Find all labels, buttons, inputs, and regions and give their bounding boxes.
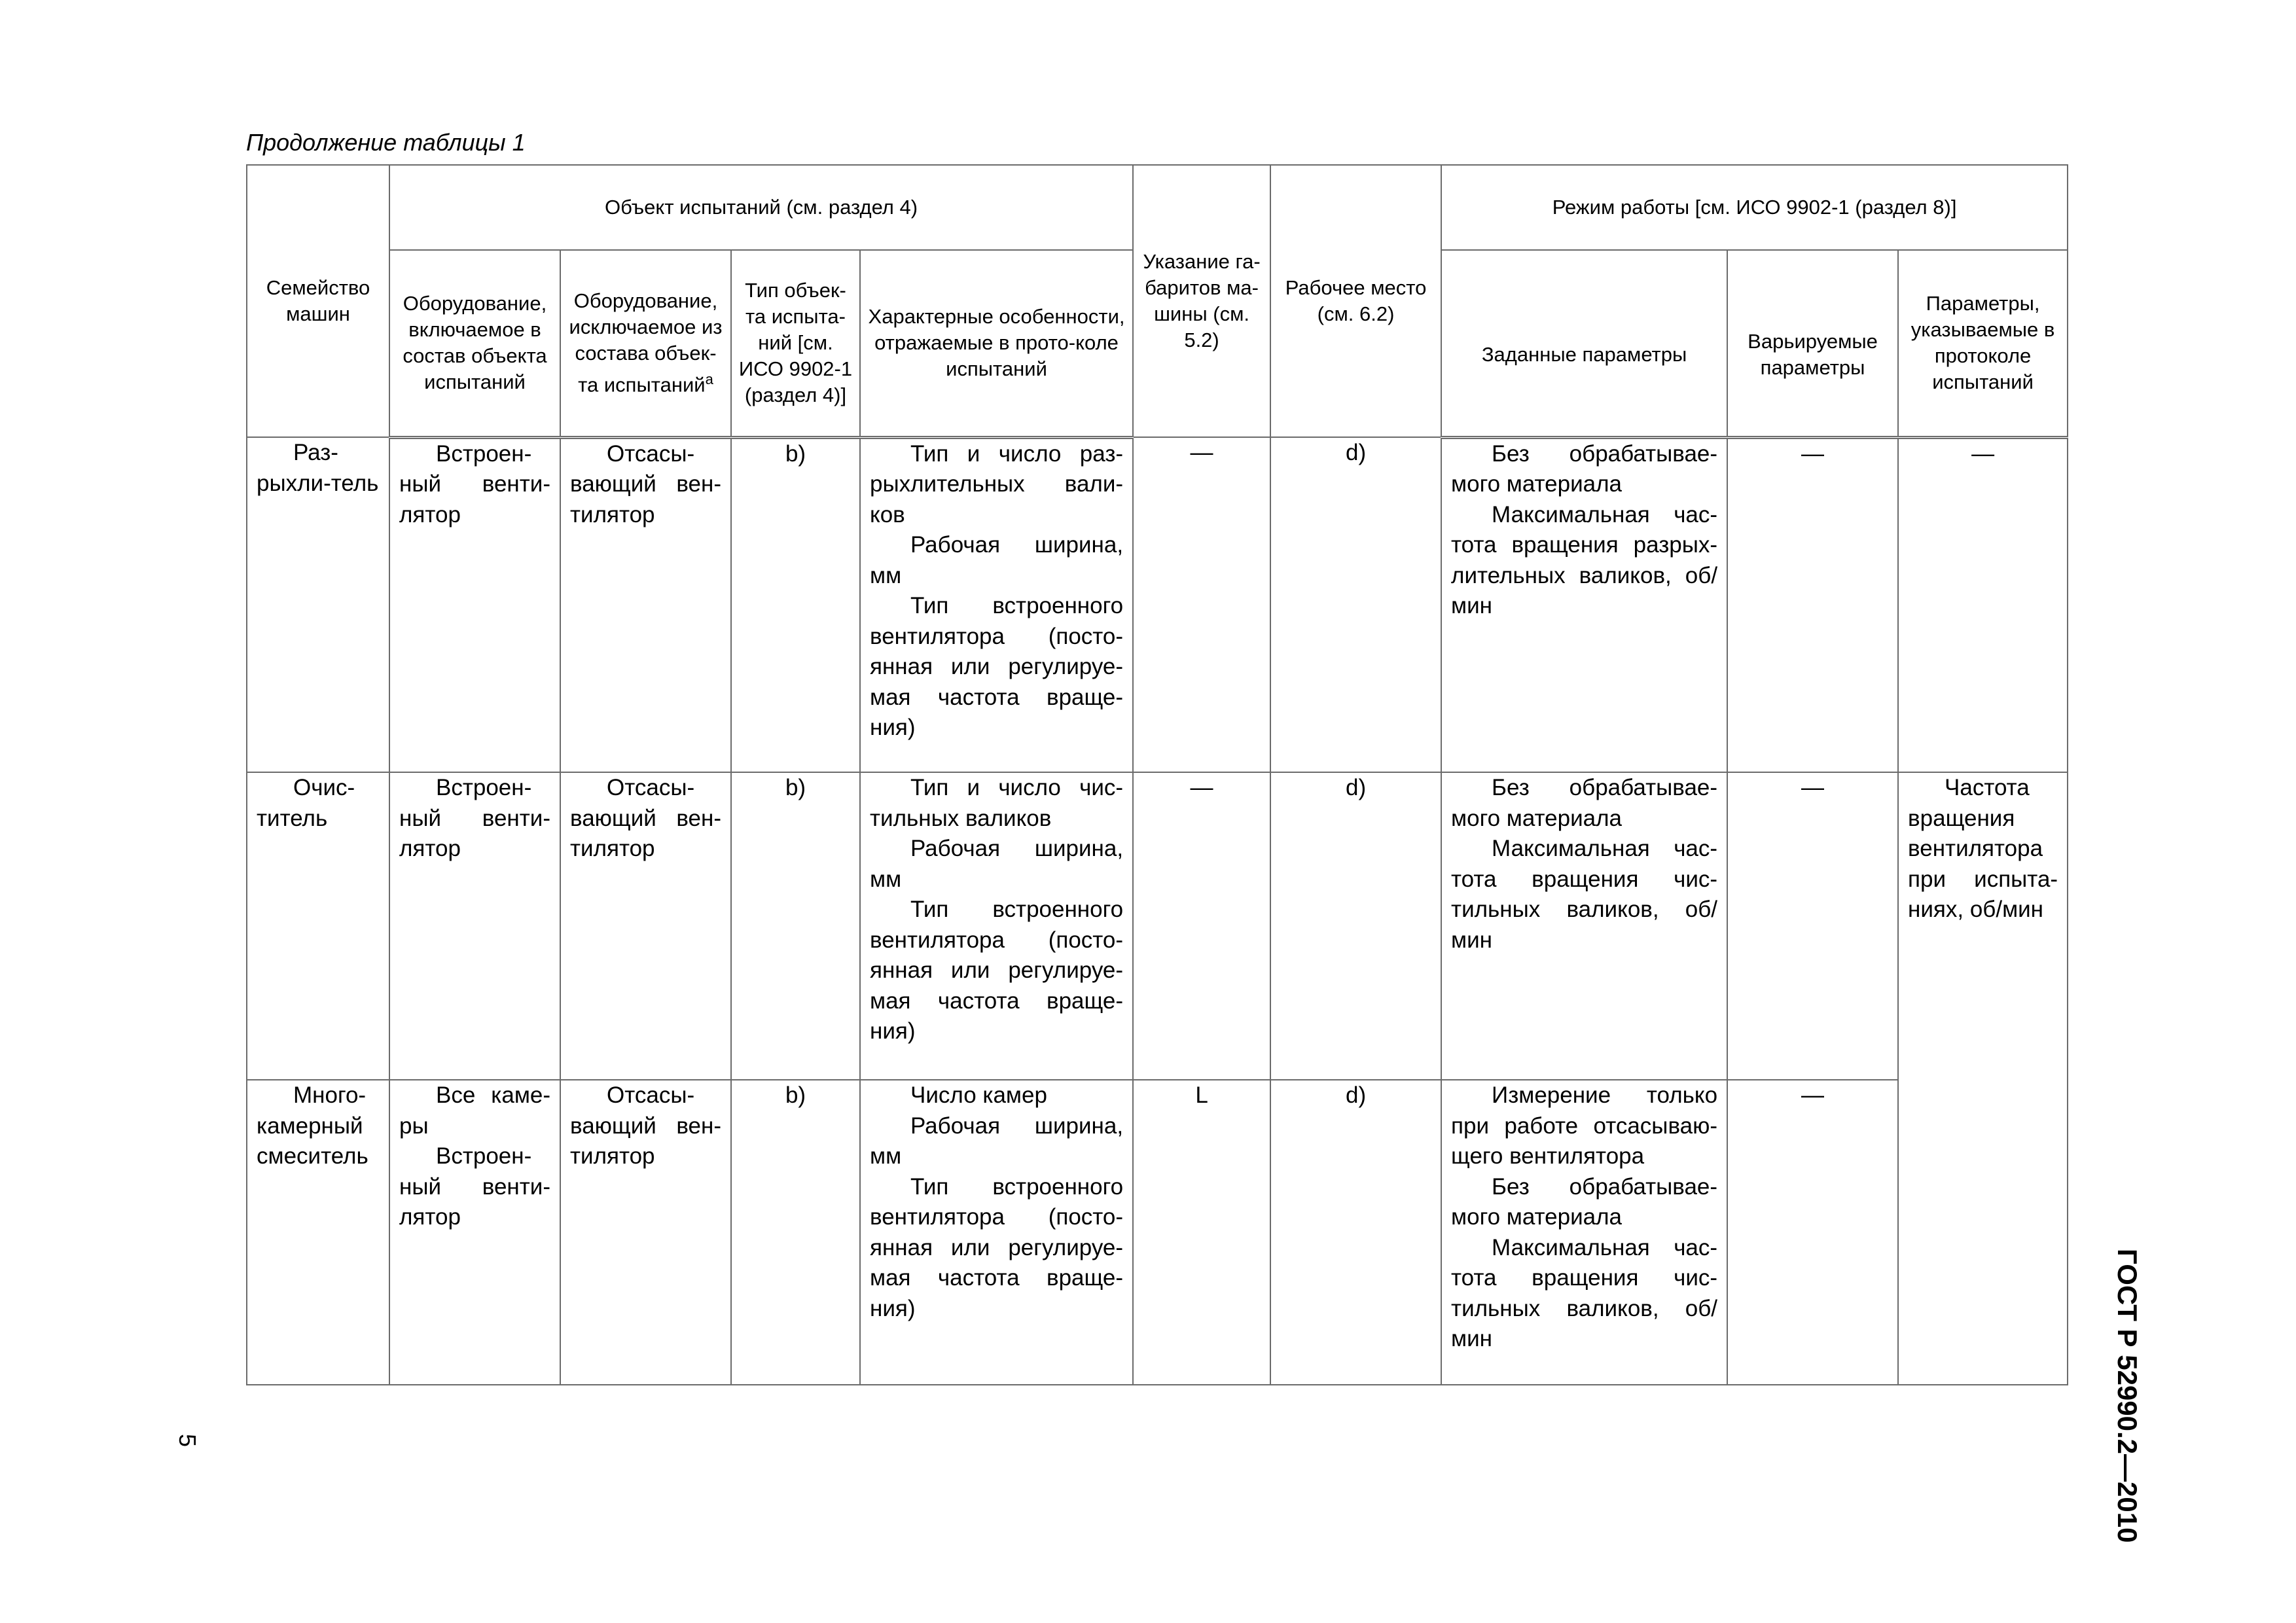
cell-family: Очис-титель bbox=[247, 772, 389, 1080]
characteristic-item: Рабочая ширина, мм bbox=[870, 532, 1124, 588]
header-variable-params: Варьируемые параметры bbox=[1727, 250, 1898, 437]
cell-excluded: Отсасы-вающий вен-тилятор bbox=[560, 772, 731, 1080]
cell-variable-params: — bbox=[1727, 1080, 1898, 1385]
cell-workplace: d) bbox=[1270, 1080, 1441, 1385]
set-param-item: Максимальная час-тота вращения чис-тильных валиков, об/мин bbox=[1451, 836, 1718, 953]
cell-dimensions: — bbox=[1133, 437, 1270, 772]
cell-set-params bbox=[1441, 1080, 1727, 1385]
included-item: Встроен-ный венти-лятор bbox=[399, 1143, 550, 1230]
included-item: Встроен-ный венти-лятор bbox=[399, 440, 550, 527]
set-param-item: Без обрабатывае-мого материала bbox=[1451, 1173, 1718, 1230]
header-equipment-excluded bbox=[560, 250, 731, 437]
characteristic-item: Тип встроенного вентилятора (посто-янная или регулируе-мая частота враще-ния) bbox=[870, 1173, 1124, 1321]
set-param-item: Без обрабатывае-мого материала bbox=[1451, 775, 1718, 831]
cell-set-params bbox=[1441, 772, 1727, 1080]
characteristic-item: Тип и число раз-рыхлительных вали-ков bbox=[870, 440, 1124, 527]
header-report-params: Параметры, указываемые в протоколе испытаний bbox=[1898, 250, 2068, 437]
characteristic-item: Тип встроенного вентилятора (посто-янная или регулируе-мая частота враще-ния) bbox=[870, 593, 1124, 740]
cell-report-params: Частота вращения вентилятора при испыта-ниях, об/мин bbox=[1898, 772, 2068, 1385]
table-row bbox=[247, 1080, 2068, 1385]
header-object-group: Объект испытаний (см. раздел 4) bbox=[389, 165, 1133, 250]
included-item: Все каме-ры bbox=[399, 1082, 550, 1139]
cell-included bbox=[389, 1080, 560, 1385]
characteristic-item: Тип и число чис-тильных валиков bbox=[870, 775, 1124, 831]
header-equipment-included: Оборудование, включаемое в состав объекта испытаний bbox=[389, 250, 560, 437]
cell-excluded: Отсасы-вающий вен-тилятор bbox=[560, 437, 731, 772]
cell-family: Много-камерный смеситель bbox=[247, 1080, 389, 1385]
test-conditions-table bbox=[246, 164, 2068, 1385]
header-object-type: Тип объек-та испыта-ний [см. ИСО 9902-1 (раздел 4)] bbox=[731, 250, 860, 437]
page-number: 5 bbox=[174, 1433, 202, 1448]
cell-workplace: d) bbox=[1270, 437, 1441, 772]
characteristic-item: Рабочая ширина, мм bbox=[870, 1113, 1124, 1169]
cell-report-params: — bbox=[1898, 437, 2068, 772]
cell-type: b) bbox=[731, 1080, 860, 1385]
cell-excluded: Отсасы-вающий вен-тилятор bbox=[560, 1080, 731, 1385]
cell-type: b) bbox=[731, 772, 860, 1080]
characteristic-item: Рабочая ширина, мм bbox=[870, 836, 1124, 892]
cell-included bbox=[389, 772, 560, 1080]
cell-variable-params: — bbox=[1727, 437, 1898, 772]
cell-type: b) bbox=[731, 437, 860, 772]
table-row bbox=[247, 437, 2068, 772]
cell-characteristics bbox=[860, 437, 1133, 772]
header-set-params: Заданные параметры bbox=[1441, 250, 1727, 437]
cell-dimensions: L bbox=[1133, 1080, 1270, 1385]
header-mode-group: Режим работы [см. ИСО 9902-1 (раздел 8)] bbox=[1441, 165, 2068, 250]
cell-family: Раз-рыхли-тель bbox=[247, 437, 389, 772]
characteristic-item: Число камер bbox=[910, 1082, 1047, 1108]
table-caption: Продолжение таблицы 1 bbox=[246, 129, 526, 156]
header-dimensions: Указание га-баритов ма-шины (см. 5.2) bbox=[1133, 165, 1270, 437]
cell-included bbox=[389, 437, 560, 772]
cell-set-params bbox=[1441, 437, 1727, 772]
table-row bbox=[247, 772, 2068, 1080]
cell-workplace: d) bbox=[1270, 772, 1441, 1080]
cell-dimensions: — bbox=[1133, 772, 1270, 1080]
footnote-marker: а bbox=[705, 371, 713, 388]
included-item: Встроен-ный венти-лятор bbox=[399, 775, 550, 861]
set-param-item: Максимальная час-тота вращения чис-тильных валиков, об/мин bbox=[1451, 1234, 1718, 1351]
header-characteristics: Характерные особенности, отражаемые в прото-коле испытаний bbox=[860, 250, 1133, 437]
header-equipment-excluded-text: Оборудование, исключаемое из состава объек-та испытаний bbox=[569, 289, 723, 397]
header-workplace: Рабочее место (см. 6.2) bbox=[1270, 165, 1441, 437]
set-param-item: Измерение только при работе отсасываю-щего вентилятора bbox=[1451, 1082, 1718, 1169]
cell-variable-params: — bbox=[1727, 772, 1898, 1080]
document-id: ГОСТ Р 52990.2—2010 bbox=[2112, 1249, 2143, 1543]
set-param-item: Без обрабатывае-мого материала bbox=[1451, 440, 1718, 497]
set-param-item: Максимальная час-тота вращения разрых-лительных валиков, об/мин bbox=[1451, 501, 1718, 618]
cell-characteristics bbox=[860, 772, 1133, 1080]
characteristic-item: Тип встроенного вентилятора (посто-янная или регулируе-мая частота враще-ния) bbox=[870, 897, 1124, 1044]
header-family: Семейство машин bbox=[247, 165, 389, 437]
cell-characteristics bbox=[860, 1080, 1133, 1385]
